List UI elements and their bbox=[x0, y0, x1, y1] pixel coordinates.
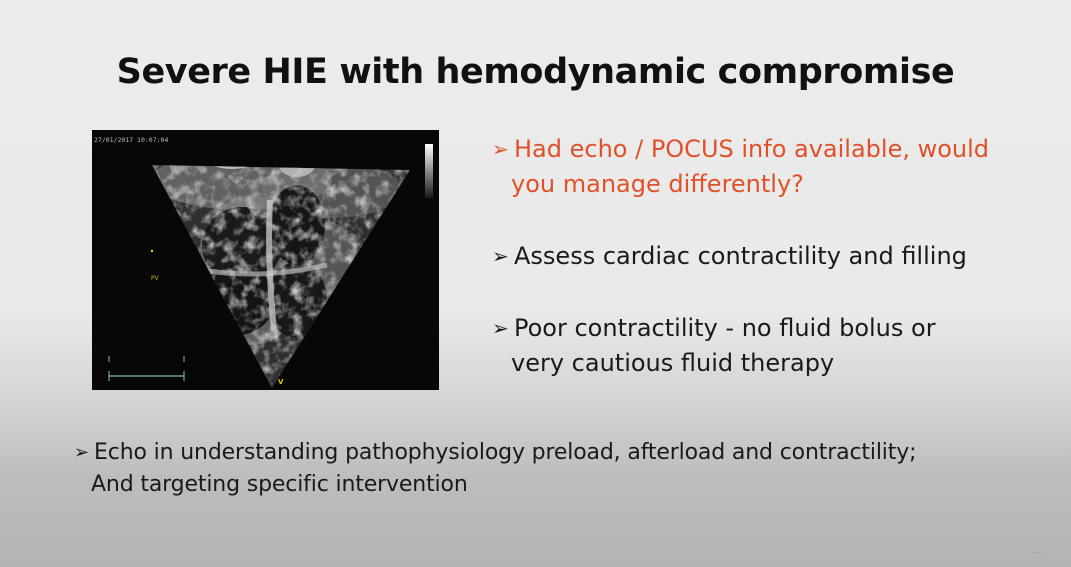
bullet-text-line: Echo in understanding pathophysiology preload, afterload and contractility; bbox=[94, 440, 917, 465]
bullet-text-line: you manage differently? bbox=[511, 170, 804, 198]
arrow-bullet-icon: ➢ bbox=[492, 316, 509, 340]
echocardiogram-image bbox=[92, 130, 439, 390]
bullet-echo-pocus-question bbox=[492, 132, 989, 202]
arrow-bullet-icon: ➢ bbox=[492, 137, 509, 161]
echo-label-v: V bbox=[278, 378, 284, 386]
caliper-marker bbox=[109, 356, 184, 381]
echo-label-pv: PV bbox=[151, 275, 159, 282]
bullet-text-line: Assess cardiac contractility and filling bbox=[514, 242, 967, 270]
bullet-assess-contractility bbox=[492, 239, 967, 274]
bullet-text-line: And targeting specific intervention bbox=[91, 472, 468, 497]
arrow-bullet-icon: ➢ bbox=[492, 244, 509, 268]
bullet-text-line: very cautious fluid therapy bbox=[511, 349, 835, 377]
slide-corner-mark bbox=[1030, 552, 1044, 559]
grayscale-bar bbox=[425, 144, 433, 198]
bullet-echo-pathophysiology bbox=[74, 437, 916, 501]
slide-title: Severe HIE with hemodynamic compromise bbox=[116, 52, 955, 92]
bullet-text-line: Poor contractility - no fluid bolus or bbox=[514, 314, 936, 342]
bullet-poor-contractility bbox=[492, 311, 936, 381]
bullet-text-line: Had echo / POCUS info available, would bbox=[514, 135, 990, 163]
arrow-bullet-icon: ➢ bbox=[74, 442, 89, 463]
echo-timestamp: 27/01/2017 10:07:04 bbox=[94, 136, 169, 144]
